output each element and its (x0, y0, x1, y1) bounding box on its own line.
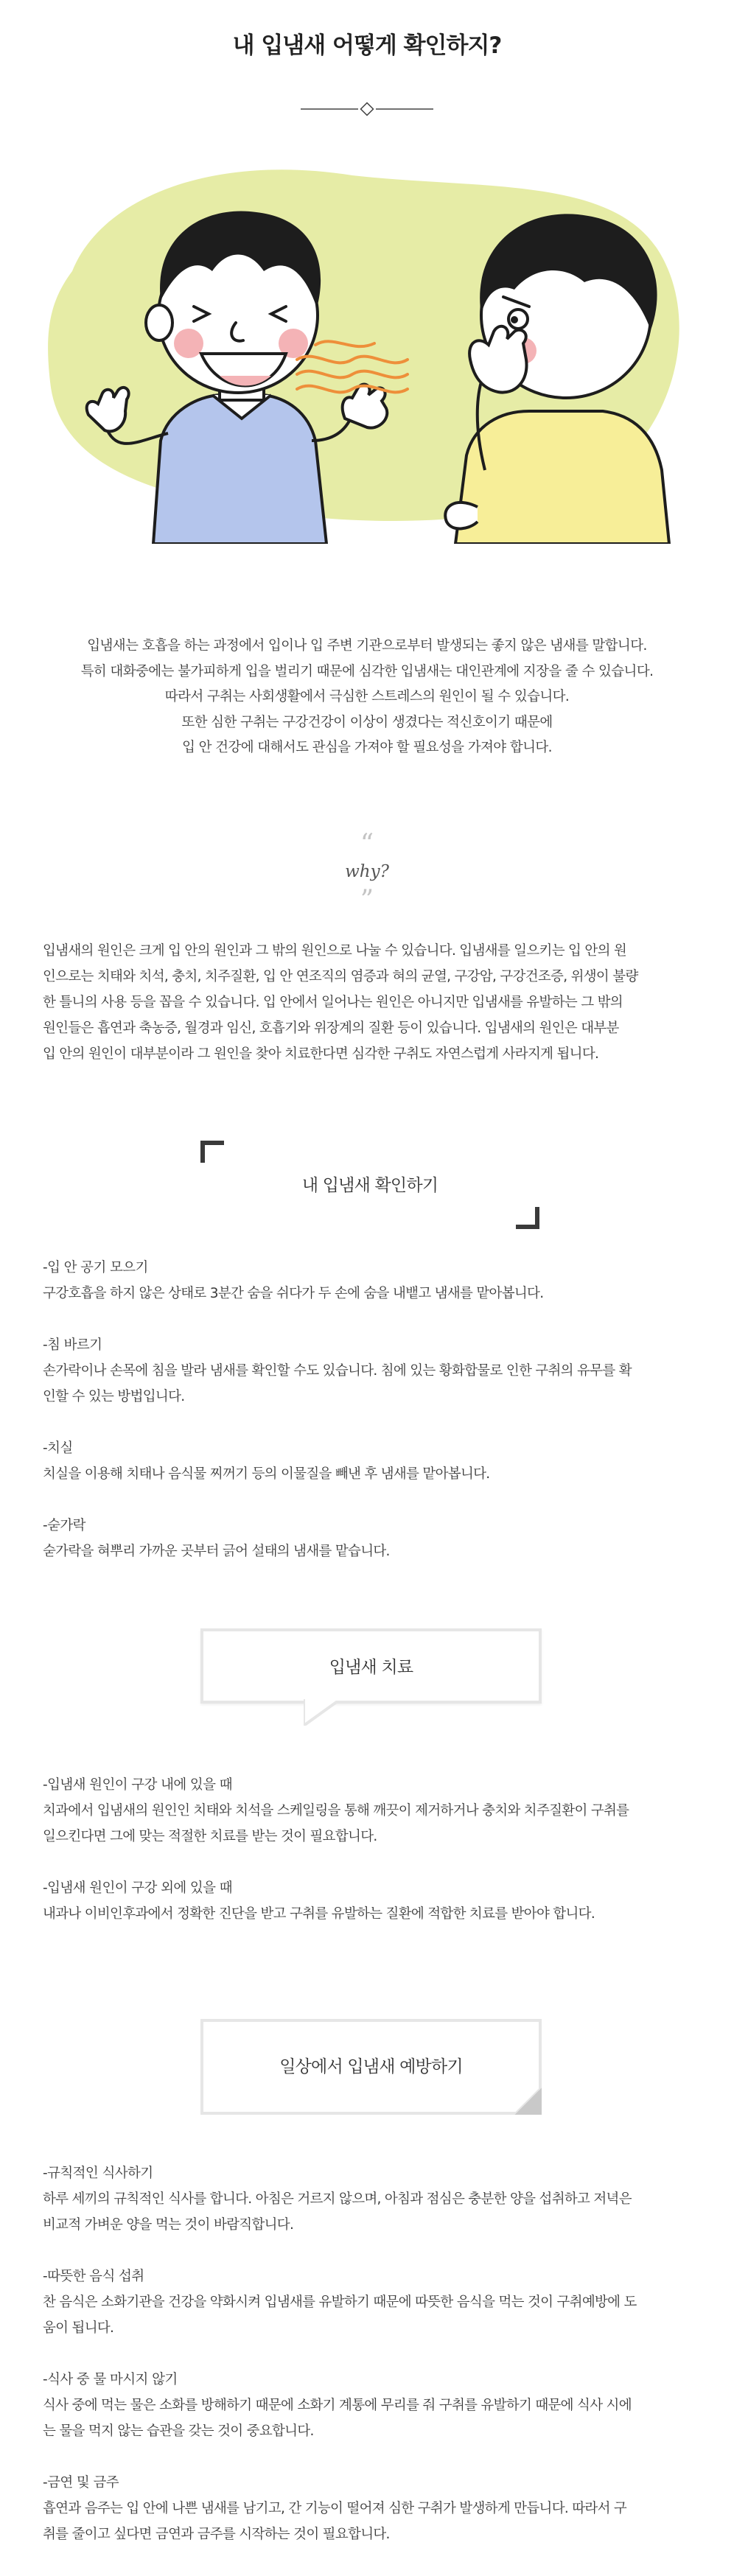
item-desc (43, 1539, 706, 1564)
cause-line: 인으로는 치태와 치석, 충치, 치주질환, 입 안 연조직의 염증과 혀의 균열, 구강암, 구강건조증, 위생이 불량 (43, 969, 638, 984)
list-item (43, 1255, 706, 1306)
prevention-section-heading (200, 2019, 542, 2115)
prevention-heading-label: 일상에서 입냄새 예방하기 (279, 2057, 463, 2076)
desc-line: 하루 세끼의 규칙적인 식사를 합니다. 아침은 거르지 않으며, 아침과 점심은 충분한 양을 섭취하고 저녁은 (43, 2191, 632, 2207)
desc-line: 인할 수 있는 방법입니다. (43, 1389, 185, 1404)
desc-line: 식사 중에 먹는 물은 소화를 방해하기 때문에 소화기 계통에 무리를 줘 구취를 유발하기 때문에 식사 시에 (43, 2398, 632, 2413)
close-quote-mark: ” (360, 885, 374, 915)
intro-line: 입냄새는 호흡을 하는 과정에서 입이나 입 주변 기관으로부터 발생되는 좋지 않은 냄새를 말합니다. (87, 638, 647, 654)
item-desc (43, 2496, 706, 2547)
list-item (43, 2367, 706, 2444)
cause-paragraph (43, 938, 695, 1067)
bracket-corner-top-left (200, 1141, 224, 1163)
page-fold-corner (514, 2087, 542, 2115)
check-section-heading (200, 1141, 539, 1229)
item-desc (43, 1901, 706, 1927)
item-title: -입냄새 원인이 구강 외에 있을 때 (43, 1880, 233, 1896)
item-desc (43, 2393, 706, 2444)
prevention-list (43, 2160, 706, 2573)
desc-line: 비교적 가벼운 양을 먹는 것이 바람직합니다. (43, 2217, 294, 2233)
item-title: -금연 및 금주 (43, 2475, 119, 2491)
cause-line: 입냄새의 원인은 크게 입 안의 원인과 그 밖의 원인으로 나눌 수 있습니다. 입냄새를 일으키는 입 안의 원 (43, 943, 627, 959)
desc-line: 움이 됩니다. (43, 2320, 114, 2336)
item-desc (43, 1358, 706, 1410)
item-desc (43, 1798, 706, 1849)
item-desc (43, 1281, 706, 1306)
why-label: why? (345, 862, 389, 881)
treatment-heading-label: 입냄새 치료 (329, 1658, 413, 1677)
desc-line: 치과에서 입냄새의 원인인 치태와 치석을 스케일링을 통해 깨끗이 제거하거나 충치와 치주질환이 구취를 (43, 1803, 629, 1819)
bad-breath-illustration (43, 161, 691, 544)
intro-line: 따라서 구취는 사회생활에서 극심한 스트레스의 원인이 될 수 있습니다. (164, 689, 570, 704)
desc-line: 치실을 이용해 치태나 음식물 찌꺼기 등의 이물질을 빼낸 후 냄새를 맡아봅니다. (43, 1466, 490, 1482)
treatment-section-heading (200, 1628, 542, 1704)
why-quote-block (330, 829, 404, 915)
desc-line: 구강호흡을 하지 않은 상태로 3분간 숨을 쉬다가 두 손에 숨을 내뱉고 냄새를 맡아봅니다. (43, 1286, 544, 1301)
desc-line: 내과나 이비인후과에서 정확한 진단을 받고 구취를 유발하는 질환에 적합한 치료를 받아야 합니다. (43, 1906, 595, 1922)
list-item (43, 1875, 706, 1927)
cause-line: 원인들은 흡연과 축농증, 월경과 임신, 호흡기와 위장계의 질환 등이 있습니다. 입냄새의 원인은 대부분 (43, 1021, 619, 1036)
desc-line: 흡연과 음주는 입 안에 나쁜 냄새를 남기고, 간 기능이 떨어져 심한 구취가 발생하게 만듭니다. 따라서 구 (43, 2501, 627, 2516)
item-title: -입냄새 원인이 구강 내에 있을 때 (43, 1777, 233, 1793)
desc-line: 일으킨다면 그에 맞는 적절한 치료를 받는 것이 필요합니다. (43, 1829, 377, 1844)
list-item (43, 2264, 706, 2341)
page-title: 내 입냄새 어떻게 확인하지? (232, 32, 502, 59)
item-title: -규칙적인 식사하기 (43, 2166, 153, 2181)
title-divider-ornament (301, 102, 433, 116)
check-methods-list (43, 1255, 706, 1590)
item-title: -입 안 공기 모으기 (43, 1260, 148, 1275)
list-item (43, 1435, 706, 1487)
list-item (43, 1513, 706, 1564)
treatment-list (43, 1772, 706, 1953)
item-title: -따뜻한 음식 섭취 (43, 2269, 144, 2284)
list-item (43, 1332, 706, 1410)
open-quote-mark: “ (360, 829, 374, 859)
desc-line: 손가락이나 손목에 침을 발라 냄새를 확인할 수도 있습니다. 침에 있는 황화합물로 인한 구취의 유무를 확 (43, 1363, 632, 1379)
item-title: -치실 (43, 1441, 73, 1456)
cause-line: 한 틀니의 사용 등을 꼽을 수 있습니다. 입 안에서 일어나는 원인은 아니지만 입냄새를 유발하는 그 밖의 (43, 995, 623, 1010)
desc-line: 는 물을 먹지 않는 습관을 갖는 것이 중요합니다. (43, 2423, 314, 2439)
list-item (43, 2160, 706, 2238)
list-item (43, 1772, 706, 1849)
intro-paragraph (35, 634, 699, 761)
check-heading-label: 내 입냄새 확인하기 (301, 1176, 438, 1195)
intro-line: 특히 대화중에는 불가피하게 입을 벌리기 때문에 심각한 입냄새는 대인관계에 지장을 줄 수 있습니다. (80, 663, 654, 679)
intro-line: 또한 심한 구취는 구강건강이 이상이 생겼다는 적신호이기 때문에 (181, 714, 553, 730)
desc-line: 취를 줄이고 싶다면 금연과 금주를 시작하는 것이 필요합니다. (43, 2527, 390, 2542)
list-item (43, 2470, 706, 2547)
item-title: -식사 중 물 마시지 않기 (43, 2372, 178, 2387)
item-desc (43, 1461, 706, 1487)
item-desc (43, 2186, 706, 2238)
item-title: -숟가락 (43, 1518, 85, 1533)
speech-bubble-tail (304, 1699, 355, 1726)
item-title: -침 바르기 (43, 1337, 102, 1353)
item-desc (43, 2289, 706, 2341)
desc-line: 찬 음식은 소화기관을 건강을 약화시켜 입냄새를 유발하기 때문에 따뜻한 음식을 먹는 것이 구취예방에 도 (43, 2295, 637, 2310)
intro-line: 입 안 건강에 대해서도 관심을 가져야 할 필요성을 가져야 합니다. (182, 740, 552, 755)
cause-line: 입 안의 원인이 대부분이라 그 원인을 찾아 치료한다면 심각한 구취도 자연스럽게 사라지게 됩니다. (43, 1046, 599, 1062)
bracket-corner-bottom-right (516, 1207, 539, 1229)
desc-line: 숟가락을 혀뿌리 가까운 곳부터 긁어 설태의 냄새를 맡습니다. (43, 1544, 390, 1559)
